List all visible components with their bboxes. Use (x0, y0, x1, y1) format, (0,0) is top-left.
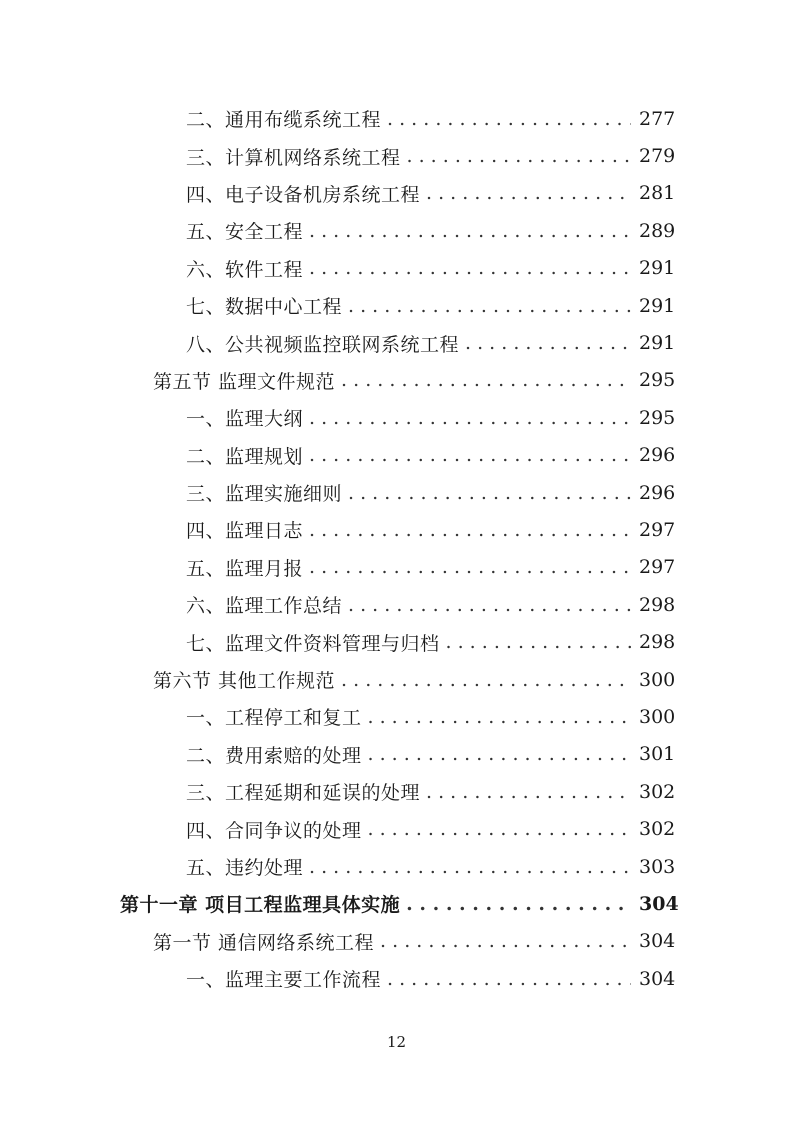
toc-entry-page: 304 (639, 967, 676, 990)
toc-dot-leader (426, 182, 631, 204)
toc-entry-page: 291 (639, 257, 676, 280)
toc-entry-page: 298 (639, 593, 676, 616)
toc-entry-page: 301 (639, 743, 676, 766)
toc-entry-page: 297 (639, 556, 676, 579)
toc-item-entry[interactable] (0, 212, 793, 249)
toc-item-entry[interactable] (0, 736, 793, 773)
toc-entry-title: 五、违约处理 (186, 857, 304, 879)
toc-item-entry[interactable] (0, 586, 793, 623)
toc-dot-leader (407, 145, 631, 167)
toc-dot-leader (309, 556, 631, 578)
toc-item-entry[interactable] (0, 848, 793, 885)
toc-entry-title: 二、监理规划 (186, 445, 304, 468)
toc-dot-leader (426, 781, 631, 803)
table-of-contents (0, 100, 793, 997)
toc-item-entry[interactable] (0, 250, 793, 287)
toc-dot-leader (348, 482, 631, 504)
toc-dot-leader (368, 818, 631, 840)
toc-entry-title: 三、工程延期和延误的处理 (186, 782, 421, 805)
toc-item-entry[interactable] (0, 137, 793, 174)
toc-dot-leader (309, 220, 631, 242)
toc-dot-leader (309, 519, 631, 541)
toc-item-entry[interactable] (0, 549, 793, 586)
toc-dot-leader (348, 295, 631, 317)
toc-item-entry[interactable] (0, 287, 793, 324)
toc-entry-page: 295 (639, 369, 676, 392)
toc-dot-leader (341, 669, 631, 691)
toc-entry-title: 六、软件工程 (186, 258, 304, 281)
toc-entry-title: 七、数据中心工程 (186, 296, 343, 319)
toc-dot-leader (406, 893, 631, 915)
toc-dot-leader (309, 444, 631, 466)
toc-entry-page: 295 (639, 406, 676, 429)
toc-dot-leader (309, 257, 631, 279)
toc-entry-title: 三、计算机网络系统工程 (186, 146, 401, 169)
toc-entry-title: 第五节 监理文件规范 (153, 370, 336, 393)
toc-item-entry[interactable] (0, 698, 793, 735)
toc-dot-leader (348, 594, 631, 616)
toc-entry-title: 六、监理工作总结 (186, 595, 343, 618)
toc-entry-page: 279 (639, 145, 676, 168)
toc-entry-page: 297 (639, 518, 676, 541)
toc-item-entry[interactable] (0, 100, 793, 137)
toc-section-entry[interactable] (0, 362, 793, 399)
toc-entry-page: 296 (639, 444, 676, 467)
toc-entry-page: 300 (639, 705, 676, 728)
toc-entry-title: 第六节 其他工作规范 (153, 670, 336, 693)
toc-dot-leader (368, 706, 631, 728)
toc-entry-page: 298 (639, 631, 676, 654)
toc-item-entry[interactable] (0, 623, 793, 660)
toc-item-entry[interactable] (0, 773, 793, 810)
toc-item-entry[interactable] (0, 324, 793, 361)
toc-dot-leader (380, 930, 631, 952)
page-number: 12 (386, 1033, 407, 1051)
toc-entry-page: 302 (639, 818, 676, 841)
toc-dot-leader (387, 968, 631, 990)
toc-entry-page: 296 (639, 481, 676, 504)
toc-entry-page: 277 (639, 107, 676, 130)
toc-entry-title: 第十一章 项目工程监理具体实施 (120, 894, 401, 917)
toc-item-entry[interactable] (0, 511, 793, 548)
toc-entry-title: 一、监理主要工作流程 (186, 969, 382, 992)
toc-entry-page: 304 (639, 892, 679, 915)
toc-entry-title: 二、通用布缆系统工程 (186, 109, 382, 132)
toc-entry-title: 四、监理日志 (186, 520, 304, 543)
toc-item-entry[interactable] (0, 175, 793, 212)
toc-chapter-entry[interactable] (0, 885, 793, 922)
toc-entry-title: 四、合同争议的处理 (186, 819, 362, 842)
toc-entry-page: 300 (639, 668, 676, 691)
toc-entry-page: 291 (639, 294, 676, 317)
toc-item-entry[interactable] (0, 437, 793, 474)
toc-dot-leader (446, 631, 631, 653)
toc-entry-title: 七、监理文件资料管理与归档 (186, 632, 440, 655)
toc-entry-page: 303 (639, 855, 676, 878)
toc-entry-title: 第一节 通信网络系统工程 (153, 931, 375, 954)
toc-section-entry[interactable] (0, 923, 793, 960)
toc-dot-leader (368, 743, 631, 765)
toc-item-entry[interactable] (0, 474, 793, 511)
toc-entry-title: 一、工程停工和复工 (186, 707, 362, 730)
toc-entry-title: 五、安全工程 (186, 221, 304, 244)
toc-dot-leader (341, 369, 631, 391)
toc-item-entry[interactable] (0, 810, 793, 847)
toc-entry-page: 281 (639, 182, 676, 205)
toc-entry-title: 五、监理月报 (186, 557, 304, 580)
toc-entry-title: 二、费用索赔的处理 (186, 744, 362, 767)
toc-entry-page: 291 (639, 332, 676, 355)
toc-entry-title: 一、监理大纲 (186, 408, 304, 431)
toc-entry-page: 289 (639, 219, 676, 242)
toc-dot-leader (309, 856, 631, 878)
toc-dot-leader (387, 108, 631, 130)
toc-item-entry[interactable] (0, 399, 793, 436)
toc-entry-title: 三、监理实施细则 (186, 483, 343, 506)
toc-entry-page: 304 (639, 930, 676, 953)
toc-item-entry[interactable] (0, 960, 793, 997)
toc-entry-title: 四、电子设备机房系统工程 (186, 183, 421, 206)
toc-dot-leader (309, 407, 631, 429)
toc-entry-title: 八、公共视频监控联网系统工程 (186, 333, 460, 356)
toc-entry-page: 302 (639, 780, 676, 803)
toc-section-entry[interactable] (0, 661, 793, 698)
toc-dot-leader (465, 332, 631, 354)
